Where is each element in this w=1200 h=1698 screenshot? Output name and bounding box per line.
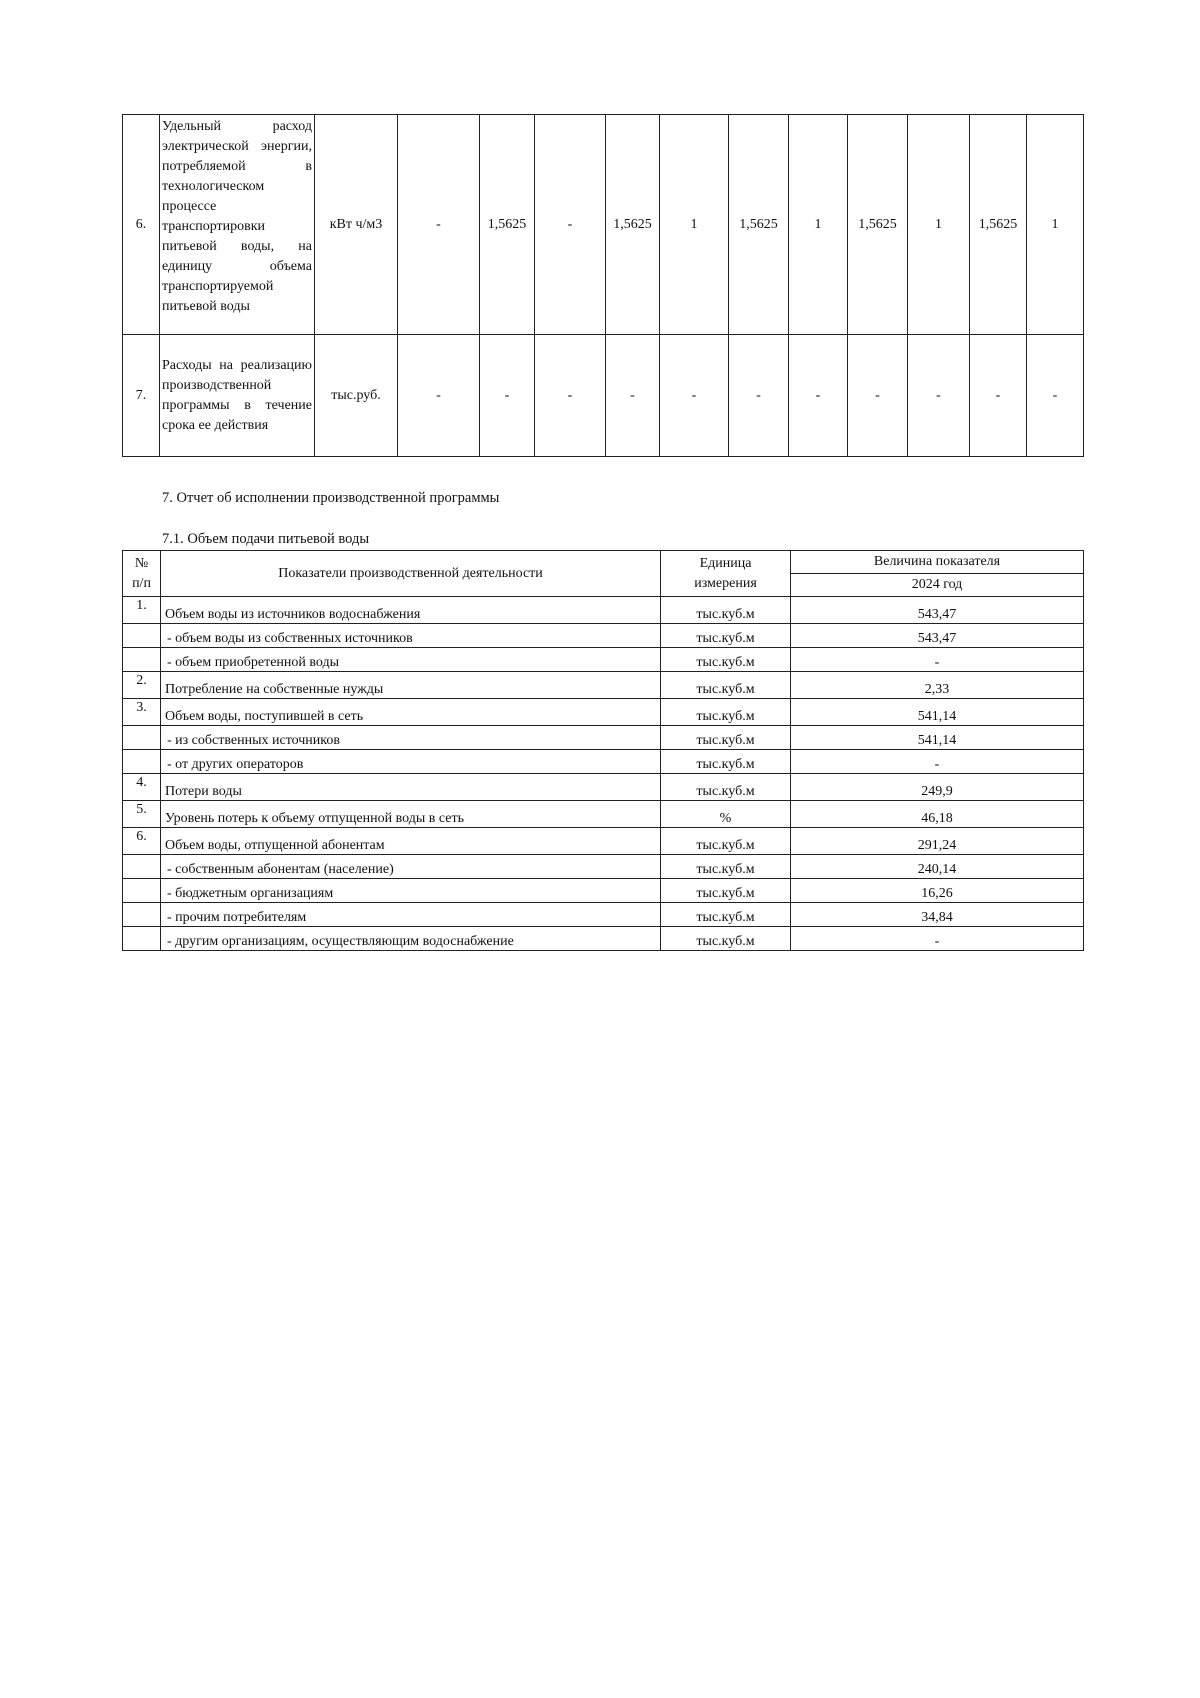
- unit-cell: тыс.куб.м: [661, 726, 791, 750]
- row-number: 2.: [123, 672, 161, 699]
- indicator-name: Удельный расход электрической энергии, потребляемой в технологическом процессе транспортировки питьевой воды, на единицу объема транспортируемой питьевой воды: [160, 115, 315, 335]
- unit-cell: %: [661, 801, 791, 828]
- report-row: [123, 726, 1084, 750]
- report-row: [123, 903, 1084, 927]
- row-number: 6.: [123, 828, 161, 855]
- indicator-label: Потребление на собственные нужды: [161, 672, 661, 699]
- indicator-label: - прочим потребителям: [161, 903, 661, 927]
- value-2024: 46,18: [791, 801, 1084, 828]
- report-row: [123, 672, 1084, 699]
- value-cell: 1: [1027, 115, 1084, 335]
- report-row: [123, 624, 1084, 648]
- value-2024: -: [791, 927, 1084, 951]
- row-number: 4.: [123, 774, 161, 801]
- unit-cell: тыс.куб.м: [661, 828, 791, 855]
- value-cell: 1: [660, 115, 729, 335]
- indicator-label: - другим организациям, осуществляющим водоснабжение: [161, 927, 661, 951]
- value-2024: 240,14: [791, 855, 1084, 879]
- indicator-label: - из собственных источников: [161, 726, 661, 750]
- indicator-label: - собственным абонентам (население): [161, 855, 661, 879]
- water-supply-report-table: [122, 550, 1084, 951]
- value-cell: -: [908, 335, 970, 457]
- row-number: 3.: [123, 699, 161, 726]
- row-number: [123, 927, 161, 951]
- row-number: [123, 855, 161, 879]
- indicators-table: [122, 114, 1084, 457]
- value-cell: -: [1027, 335, 1084, 457]
- value-cell: -: [606, 335, 660, 457]
- row-number: 1.: [123, 597, 161, 624]
- report-row: [123, 801, 1084, 828]
- report-row: [123, 699, 1084, 726]
- indicator-row: [123, 115, 1084, 335]
- value-cell: -: [660, 335, 729, 457]
- row-number: 6.: [123, 115, 160, 335]
- value-cell: -: [535, 335, 606, 457]
- value-cell: -: [848, 335, 908, 457]
- indicator-label: Объем воды из источников водоснабжения: [161, 597, 661, 624]
- report-row: [123, 927, 1084, 951]
- report-row: [123, 774, 1084, 801]
- indicator-label: - от других операторов: [161, 750, 661, 774]
- header-num-line: п/п: [132, 575, 151, 591]
- unit-cell: тыс.куб.м: [661, 774, 791, 801]
- unit-cell: кВт ч/м3: [315, 115, 398, 335]
- header-unit-line: измерения: [694, 575, 757, 591]
- header-unit: [661, 551, 791, 597]
- header-unit-line: Единица: [699, 555, 752, 571]
- unit-cell: тыс.куб.м: [661, 879, 791, 903]
- unit-cell: тыс.куб.м: [661, 648, 791, 672]
- value-2024: 249,9: [791, 774, 1084, 801]
- unit-cell: тыс.куб.м: [661, 750, 791, 774]
- report-row: [123, 750, 1084, 774]
- unit-cell: тыс.куб.м: [661, 855, 791, 879]
- row-number: [123, 750, 161, 774]
- unit-cell: тыс.куб.м: [661, 624, 791, 648]
- subsection-heading: 7.1. Объем подачи питьевой воды: [162, 531, 370, 547]
- value-cell: -: [398, 335, 480, 457]
- value-cell: 1,5625: [848, 115, 908, 335]
- unit-cell: тыс.руб.: [315, 335, 398, 457]
- value-cell: 1,5625: [606, 115, 660, 335]
- indicator-label: - бюджетным организациям: [161, 879, 661, 903]
- value-2024: 541,14: [791, 699, 1084, 726]
- row-number: [123, 648, 161, 672]
- row-number: [123, 903, 161, 927]
- header-year: 2024 год: [791, 574, 1084, 597]
- indicator-label: Объем воды, отпущенной абонентам: [161, 828, 661, 855]
- unit-cell: тыс.куб.м: [661, 597, 791, 624]
- row-number: 7.: [123, 335, 160, 457]
- report-row: [123, 597, 1084, 624]
- value-cell: 1: [789, 115, 848, 335]
- value-cell: 1,5625: [729, 115, 789, 335]
- unit-cell: тыс.куб.м: [661, 927, 791, 951]
- row-number: [123, 726, 161, 750]
- value-cell: -: [789, 335, 848, 457]
- value-cell: -: [398, 115, 480, 335]
- indicator-label: Объем воды, поступившей в сеть: [161, 699, 661, 726]
- indicator-label: - объем приобретенной воды: [161, 648, 661, 672]
- value-2024: 34,84: [791, 903, 1084, 927]
- value-2024: 2,33: [791, 672, 1084, 699]
- row-number: [123, 624, 161, 648]
- unit-cell: тыс.куб.м: [661, 903, 791, 927]
- indicator-label: Уровень потерь к объему отпущенной воды в сеть: [161, 801, 661, 828]
- value-cell: 1,5625: [970, 115, 1027, 335]
- value-cell: -: [970, 335, 1027, 457]
- header-indicator: Показатели производственной деятельности: [161, 551, 661, 597]
- value-2024: 16,26: [791, 879, 1084, 903]
- report-row: [123, 648, 1084, 672]
- value-cell: 1,5625: [480, 115, 535, 335]
- value-2024: 543,47: [791, 624, 1084, 648]
- indicator-label: - объем воды из собственных источников: [161, 624, 661, 648]
- value-2024: 541,14: [791, 726, 1084, 750]
- value-cell: 1: [908, 115, 970, 335]
- value-cell: -: [535, 115, 606, 335]
- unit-cell: тыс.куб.м: [661, 672, 791, 699]
- indicator-row: [123, 335, 1084, 457]
- section-heading: 7. Отчет об исполнении производственной программы: [162, 490, 500, 506]
- report-row: [123, 828, 1084, 855]
- unit-cell: тыс.куб.м: [661, 699, 791, 726]
- report-row: [123, 879, 1084, 903]
- value-2024: 291,24: [791, 828, 1084, 855]
- value-2024: -: [791, 648, 1084, 672]
- header-num-line: №: [134, 555, 149, 571]
- header-num: [123, 551, 161, 597]
- indicator-name: Расходы на реализацию производственной программы в течение срока ее действия: [160, 335, 315, 457]
- row-number: [123, 879, 161, 903]
- report-row: [123, 855, 1084, 879]
- value-2024: 543,47: [791, 597, 1084, 624]
- value-2024: -: [791, 750, 1084, 774]
- indicator-label: Потери воды: [161, 774, 661, 801]
- value-cell: -: [480, 335, 535, 457]
- header-value-group: Величина показателя: [791, 551, 1084, 574]
- row-number: 5.: [123, 801, 161, 828]
- value-cell: -: [729, 335, 789, 457]
